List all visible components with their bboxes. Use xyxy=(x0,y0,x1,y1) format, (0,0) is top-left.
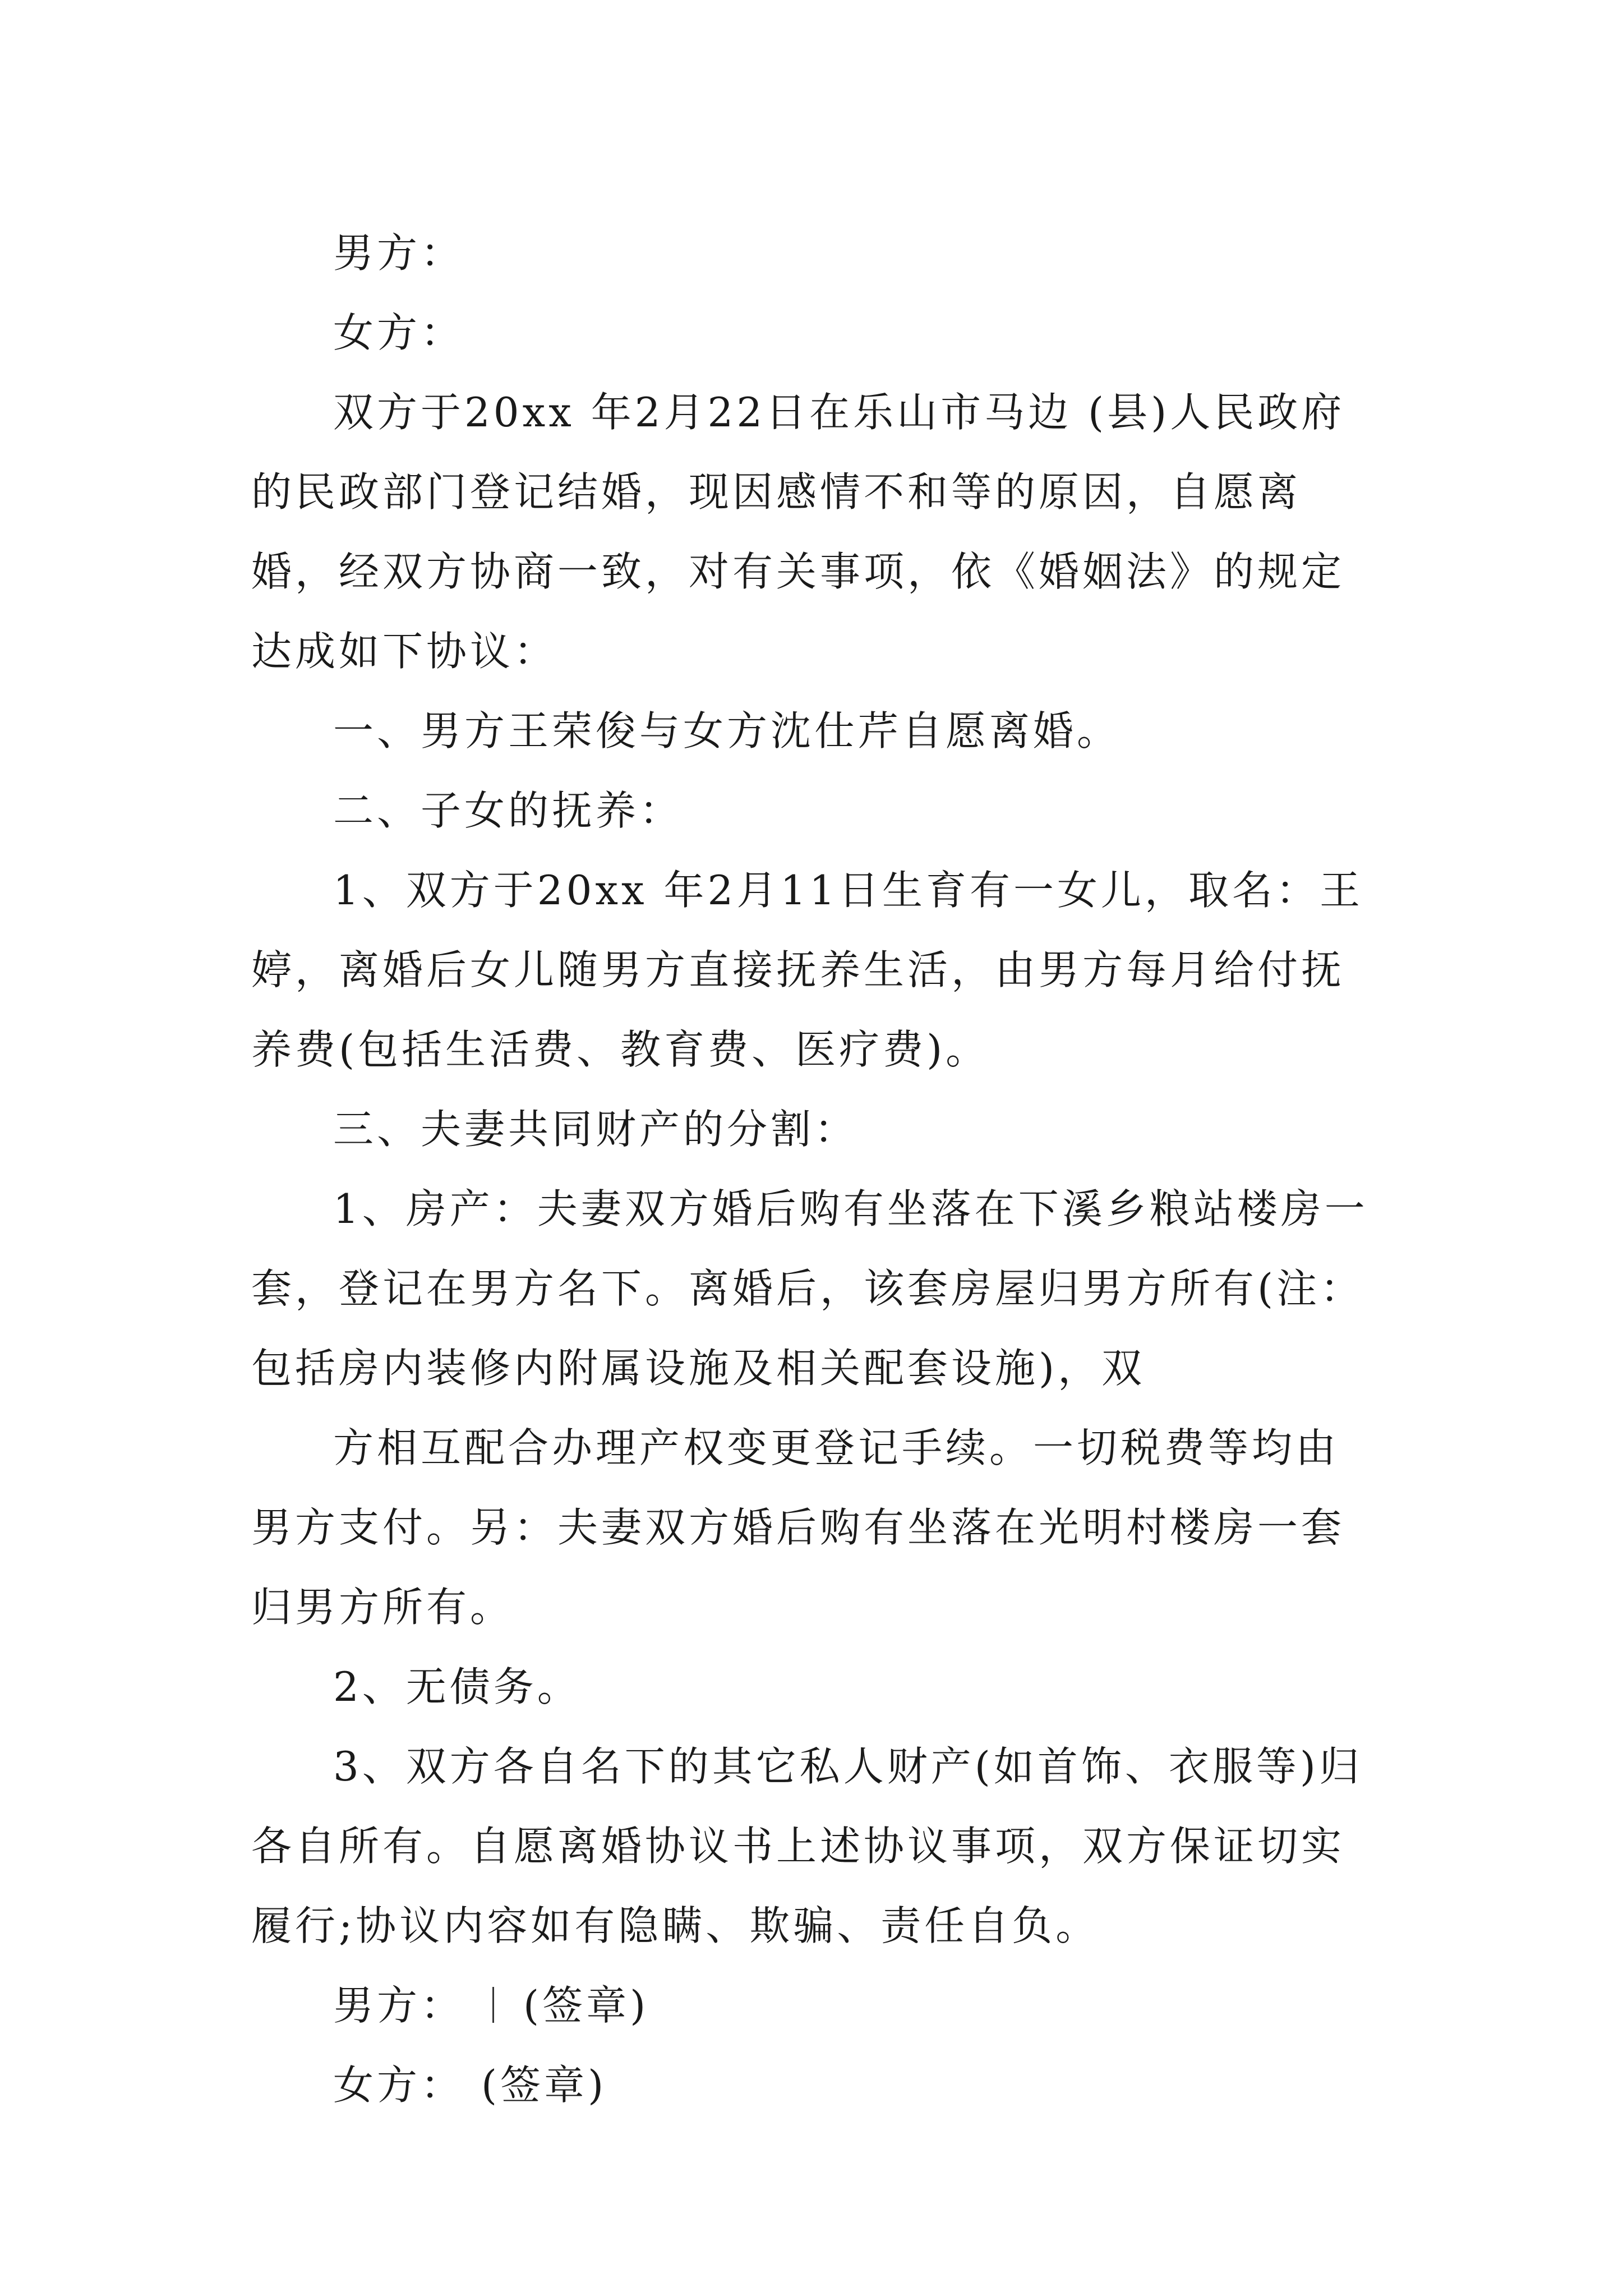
clause-no-debt: 2、无债务。 xyxy=(333,1663,581,1710)
clause-property-house: 1、房产：夫妻双方婚后购有坐落在下溪乡粮站楼房一套，登记在男方名下。离婚后，该套房屋归男方所有(注：包括房内装修内附属设施及相关配套设施)，双 xyxy=(251,1185,1368,1392)
clause-divorce: 一、男方王荣俊与女方沈仕芹自愿离婚。 xyxy=(333,707,1121,754)
text-cursor xyxy=(492,1987,494,2023)
female-signature-line xyxy=(251,2045,1373,2125)
clause-property-transfer: 方相互配合办理产权变更登记手续。一切税费等均由男方支付。另：夫妻双方婚后购有坐落在光明村楼房一套归男方所有。 xyxy=(251,1424,1345,1631)
male-signature-stamp: (签章) xyxy=(523,1982,649,2029)
male-signature-label: 男方： xyxy=(333,1982,465,2029)
clause-child-heading: 二、子女的抚养： xyxy=(333,787,684,834)
female-signature-stamp: (签章) xyxy=(481,2062,607,2109)
male-party-line: 男方： xyxy=(333,229,465,277)
clause-personal-property: 3、双方各自名下的其它私人财产(如首饰、衣服等)归各自所有。自愿离婚协议书上述协议事项，双方保证切实履行;协议内容如有隐瞒、欺骗、责任自负。 xyxy=(251,1743,1363,1949)
female-party-line: 女方： xyxy=(333,309,465,356)
intro-paragraph: 双方于20xx 年2月22日在乐山市马边 (县)人民政府的民政部门登记结婚，现因感情不和等的原因，自愿离婚，经双方协商一致，对有关事项，依《婚姻法》的规定达成如下协议： xyxy=(251,389,1345,675)
male-signature-line xyxy=(251,1966,1373,2045)
female-signature-label: 女方： xyxy=(333,2062,465,2109)
document-body xyxy=(251,213,1373,2125)
clause-property-heading: 三、夫妻共同财产的分割： xyxy=(333,1106,859,1153)
clause-child-support: 1、双方于20xx 年2月11日生育有一女儿，取名：王婷，离婚后女儿随男方直接抚养生活，由男方每月给付抚养费(包括生活费、教育费、医疗费)。 xyxy=(251,867,1363,1073)
